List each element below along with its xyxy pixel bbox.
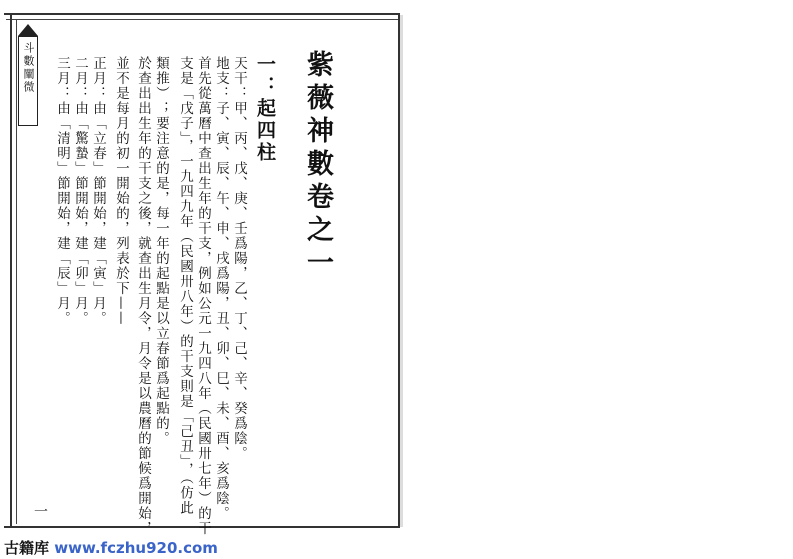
page-title: 紫薇神數卷之一 [302,50,333,281]
text-column: 二月：由「驚蟄」節開始，建「卯」月。 [72,56,88,326]
text-column: 支是「戊子」，一九四九年（民國卅八年）的干支則是「己丑」，（仿此 [177,56,193,516]
side-tab-label: 斗數闡微 [22,42,35,94]
frame-top-inner-line [6,19,398,20]
side-tab-arrow-icon [18,24,38,36]
page-number: 一 [32,504,48,518]
text-column: 正月：由「立春」節開始，建「寅」月。 [90,56,106,326]
frame-left-inner-line [16,19,17,524]
page-gutter [400,15,403,527]
text-column: 首先從萬曆中查出生年的干支，例如公元一九四八年（民國卅七年）的干 [195,56,211,536]
section-heading: 一：起四柱 [254,54,276,164]
text-column: 三月：由「清明」節開始，建「辰」月。 [54,56,70,326]
text-column: 並不是每月的初一開始的，列表於下—— [113,56,129,326]
text-column: 於查出出生年的干支之後，就查出生月令，月令是以農曆的節候爲開始， [135,56,151,536]
footer-site-name: 古籍库 [4,539,50,557]
frame-top-line [4,13,400,15]
text-column: 地支：子、寅、辰、午、申、戌爲陽，丑、卯、巳、未、酉、亥爲陰。 [213,56,229,521]
watermark-footer [4,537,218,558]
text-column: 天干：甲、丙、戊、庚、壬爲陽，乙、丁、己、辛、癸爲陰。 [231,56,247,461]
frame-left-line [10,14,12,526]
text-column: 類推）；要注意的是，每一年的起點是以立春節爲起點的。 [153,56,169,446]
footer-url-link[interactable]: www.fczhu920.com [54,539,218,557]
